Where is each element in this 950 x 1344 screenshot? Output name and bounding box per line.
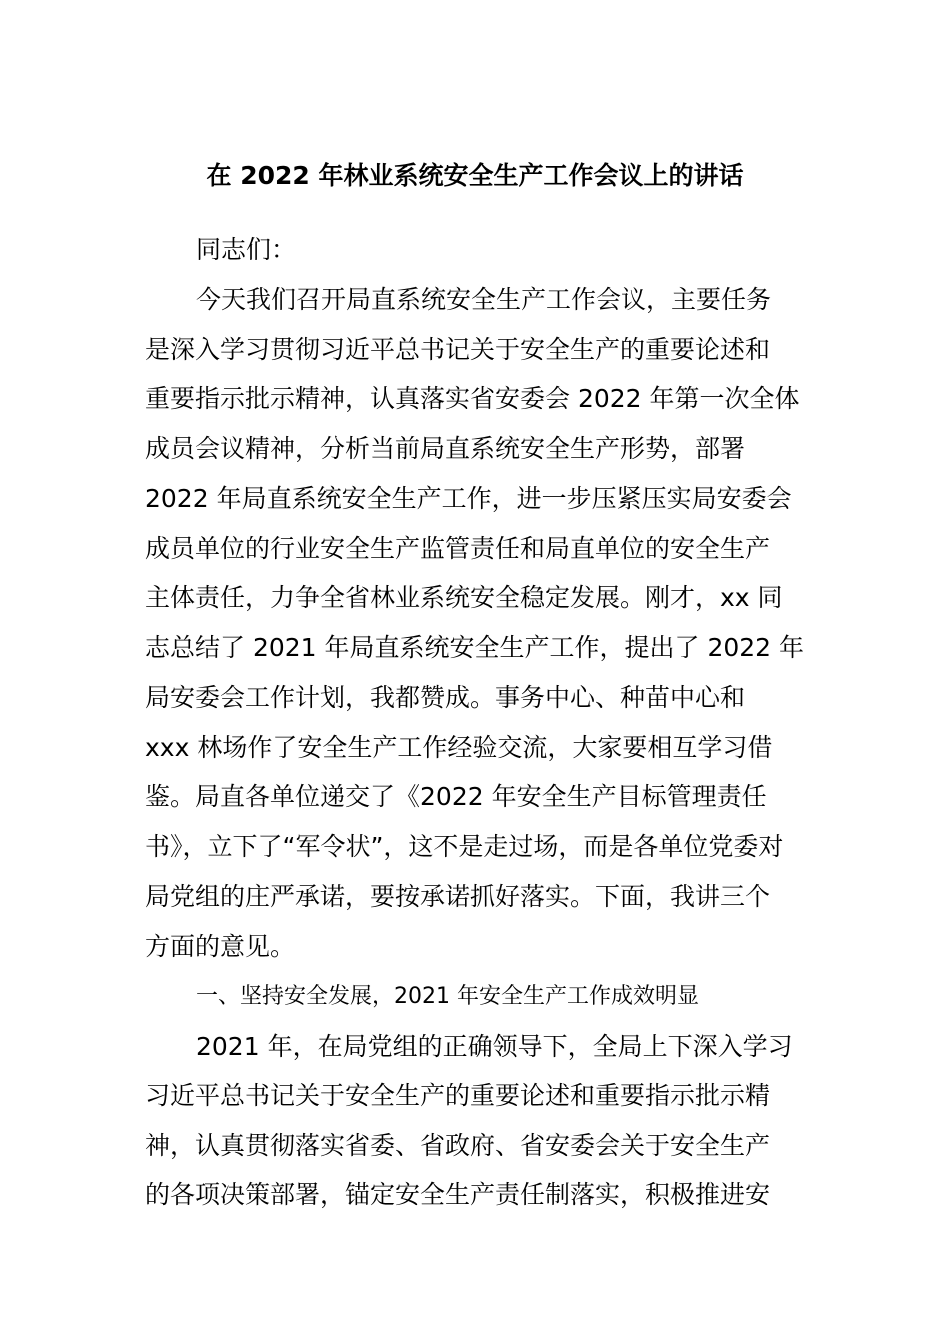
paragraph-line: 方面的意见。 bbox=[145, 932, 296, 961]
paragraph-line: 2022 年局直系统安全生产工作，进一步压紧压实局安委会 bbox=[145, 484, 792, 513]
paragraph-line: 神，认真贯彻落实省委、省政府、省安委会关于安全生产 bbox=[145, 1131, 771, 1160]
paragraph-line: 鉴。局直各单位递交了《2022 年安全生产目标管理责任 bbox=[145, 782, 767, 811]
section-heading: 一、坚持安全发展，2021 年安全生产工作成效明显 bbox=[196, 984, 699, 1009]
paragraph-line: 书》，立下了“军令状”，这不是走过场，而是各单位党委对 bbox=[145, 832, 784, 861]
paragraph-line: 主体责任，力争全省林业系统安全稳定发展。刚才，xx 同 bbox=[145, 583, 783, 612]
salutation: 同志们： bbox=[196, 235, 297, 264]
paragraph-line: 2021 年，在局党组的正确领导下，全局上下深入学习 bbox=[196, 1032, 793, 1061]
paragraph-line: 今天我们召开局直系统安全生产工作会议，主要任务 bbox=[196, 285, 772, 314]
paragraph-line: 习近平总书记关于安全生产的重要论述和重要指示批示精 bbox=[145, 1081, 771, 1110]
paragraph-line: 局安委会工作计划，我都赞成。事务中心、种苗中心和 bbox=[145, 683, 746, 712]
document-title: 在 2022 年林业系统安全生产工作会议上的讲话 bbox=[206, 161, 744, 190]
paragraph-line: 志总结了 2021 年局直系统安全生产工作，提出了 2022 年 bbox=[145, 633, 805, 662]
paragraph-line: 成员单位的行业安全生产监管责任和局直单位的安全生产 bbox=[145, 534, 771, 563]
paragraph-line: 的各项决策部署，锚定安全生产责任制落实，积极推进安 bbox=[145, 1180, 771, 1209]
paragraph-line: xxx 林场作了安全生产工作经验交流，大家要相互学习借 bbox=[145, 733, 773, 762]
paragraph-line: 重要指示批示精神，认真落实省安委会 2022 年第一次全体 bbox=[145, 384, 800, 413]
paragraph-line: 成员会议精神，分析当前局直系统安全生产形势，部署 bbox=[145, 434, 746, 463]
paragraph-line: 是深入学习贯彻习近平总书记关于安全生产的重要论述和 bbox=[145, 335, 771, 364]
paragraph-line: 局党组的庄严承诺，要按承诺抓好落实。下面，我讲三个 bbox=[145, 882, 771, 911]
